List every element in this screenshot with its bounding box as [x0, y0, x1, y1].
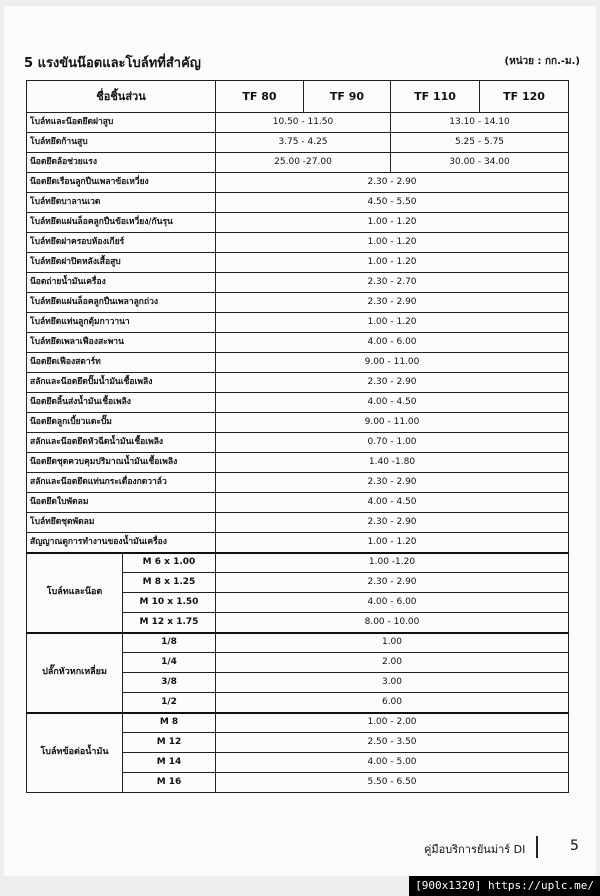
value-tf110-120: 5.25 - 5.75 [391, 133, 569, 153]
value-tf80-90: 25.00 -27.00 [216, 153, 391, 173]
torque-value: 2.30 - 2.90 [216, 573, 569, 593]
table-row [27, 533, 569, 553]
part-name: โบล์ทยึดก้านสูบ [27, 133, 216, 153]
part-name: โบล์ทยึดชุดพัดลม [27, 513, 216, 533]
size-spec: M 14 [123, 753, 216, 773]
table-row [27, 173, 569, 193]
part-name: น๊อตยึดลูกเบี้ยวแดะปั๊ม [27, 413, 216, 433]
table-row [27, 453, 569, 473]
torque-value: 4.00 - 5.00 [216, 753, 569, 773]
table-row [27, 313, 569, 333]
size-spec: 3/8 [123, 673, 216, 693]
part-name: น๊อตยึดลิ้นส่งน้ำมันเชื้อเพลิง [27, 393, 216, 413]
torque-value: 9.00 - 11.00 [216, 413, 569, 433]
torque-value: 6.00 [216, 693, 569, 713]
torque-value: 4.00 - 6.00 [216, 333, 569, 353]
table-row [27, 493, 569, 513]
torque-value: 2.30 - 2.90 [216, 373, 569, 393]
table-row [27, 353, 569, 373]
part-name: โบล์ทยึดแผ่นล็อคลูกปืนข้อเหวี่ยง/กันรุน [27, 213, 216, 233]
table-row [27, 293, 569, 313]
torque-value: 8.00 - 10.00 [216, 613, 569, 633]
table-row [27, 473, 569, 493]
part-name: สลักและน๊อตยึดแท่นกระเดื่องกดวาล์ว [27, 473, 216, 493]
torque-value: 2.50 - 3.50 [216, 733, 569, 753]
table-row [27, 553, 569, 573]
table-row [27, 113, 569, 133]
size-spec: 1/4 [123, 653, 216, 673]
part-name: น๊อตยึดชุดควบคุมปริมาณน้ำมันเชื้อเพลิง [27, 453, 216, 473]
torque-value: 2.30 - 2.90 [216, 293, 569, 313]
header-tf80: TF 80 [216, 81, 304, 113]
table-row [27, 273, 569, 293]
torque-value: 4.00 - 4.50 [216, 493, 569, 513]
table-row [27, 333, 569, 353]
group-label: โบล์ทข้อต่อน้ำมัน [27, 713, 123, 793]
torque-value: 2.30 - 2.70 [216, 273, 569, 293]
torque-value: 1.00 - 1.20 [216, 253, 569, 273]
torque-value: 2.30 - 2.90 [216, 513, 569, 533]
size-spec: 1/8 [123, 633, 216, 653]
value-tf80-90: 3.75 - 4.25 [216, 133, 391, 153]
torque-value: 2.30 - 2.90 [216, 473, 569, 493]
torque-value: 1.00 - 1.20 [216, 213, 569, 233]
size-spec: 1/2 [123, 693, 216, 713]
table-row [27, 433, 569, 453]
torque-value: 2.00 [216, 653, 569, 673]
torque-value: 1.00 - 1.20 [216, 533, 569, 553]
size-spec: M 12 x 1.75 [123, 613, 216, 633]
header-tf110: TF 110 [391, 81, 480, 113]
part-name: โบล์ทยึดบาลานเวด [27, 193, 216, 213]
group-label: ปลั๊กหัวหกเหลี่ยม [27, 633, 123, 713]
part-name: น๊อตยึดใบพัดลม [27, 493, 216, 513]
unit-note: (หน่วย : กก.-ม.) [504, 56, 580, 67]
size-spec: M 8 [123, 713, 216, 733]
torque-value: 1.00 - 1.20 [216, 313, 569, 333]
page-number: 5 [570, 838, 579, 854]
torque-value: 4.00 - 4.50 [216, 393, 569, 413]
torque-value: 1.00 - 2.00 [216, 713, 569, 733]
table-row [27, 233, 569, 253]
table-row [27, 633, 569, 653]
torque-value: 1.40 -1.80 [216, 453, 569, 473]
table-row [27, 133, 569, 153]
torque-value: 1.00 - 1.20 [216, 233, 569, 253]
part-name: สลักและน๊อตยึดปั๊มน้ำมันเชื้อเพลิง [27, 373, 216, 393]
section-title: 5 แรงขันน๊อตและโบล์ทที่สำคัญ [24, 56, 201, 71]
torque-value: 0.70 - 1.00 [216, 433, 569, 453]
table-row [27, 213, 569, 233]
footer-title: คู่มือบริการยันม่าร์ DI [424, 843, 526, 856]
size-spec: M 10 x 1.50 [123, 593, 216, 613]
table-row [27, 393, 569, 413]
part-name: โบล์ทยึดฝาครอบห้องเกียร์ [27, 233, 216, 253]
torque-value: 1.00 [216, 633, 569, 653]
size-spec: M 16 [123, 773, 216, 793]
part-name: โบล์ทยึดแท่นลูกตุ้มกาวานา [27, 313, 216, 333]
torque-value: 4.00 - 6.00 [216, 593, 569, 613]
torque-value: 2.30 - 2.90 [216, 173, 569, 193]
table-header-row [27, 81, 569, 113]
header-tf120: TF 120 [480, 81, 569, 113]
size-spec: M 6 x 1.00 [123, 553, 216, 573]
value-tf110-120: 30.00 - 34.00 [391, 153, 569, 173]
table-row [27, 253, 569, 273]
table-row [27, 373, 569, 393]
part-name: น๊อตยึดเรือนลูกปืนเพลาข้อเหวี่ยง [27, 173, 216, 193]
table-row [27, 193, 569, 213]
torque-value: 5.50 - 6.50 [216, 773, 569, 793]
part-name: น๊อตยึดล้อช่วยแรง [27, 153, 216, 173]
table-row [27, 713, 569, 733]
part-name: โบล์ทยึดฝาปิดหลังเสื้อสูบ [27, 253, 216, 273]
part-name: โบล์ทยึดแผ่นล็อคลูกปืนเพลาลูกถ่วง [27, 293, 216, 313]
torque-value: 9.00 - 11.00 [216, 353, 569, 373]
size-spec: M 8 x 1.25 [123, 573, 216, 593]
watermark: [900x1320] https://uplc.me/ [409, 876, 600, 896]
part-name: โบล์ทยึดเพลาเฟืองสะพาน [27, 333, 216, 353]
header-tf90: TF 90 [304, 81, 391, 113]
part-name: น๊อตยึดเฟืองสตาร์ท [27, 353, 216, 373]
part-name: โบล์ทและน๊อตยึดฝาสูบ [27, 113, 216, 133]
size-spec: M 12 [123, 733, 216, 753]
torque-table [26, 80, 569, 793]
header-part-name: ชื่อชิ้นส่วน [27, 81, 216, 113]
footer-divider [536, 836, 538, 858]
table-row [27, 153, 569, 173]
torque-value: 1.00 -1.20 [216, 553, 569, 573]
torque-value: 4.50 - 5.50 [216, 193, 569, 213]
group-label: โบล์ทและน๊อต [27, 553, 123, 633]
part-name: น๊อตถ่ายน้ำมันเครื่อง [27, 273, 216, 293]
table-row [27, 513, 569, 533]
torque-value: 3.00 [216, 673, 569, 693]
manual-page [4, 6, 596, 876]
table-row [27, 413, 569, 433]
value-tf110-120: 13.10 - 14.10 [391, 113, 569, 133]
part-name: สัญญาณดูการทำงานของน้ำมันเครื่อง [27, 533, 216, 553]
value-tf80-90: 10.50 - 11.50 [216, 113, 391, 133]
part-name: สลักและน๊อตยึดหัวฉีดน้ำมันเชื้อเพลิง [27, 433, 216, 453]
